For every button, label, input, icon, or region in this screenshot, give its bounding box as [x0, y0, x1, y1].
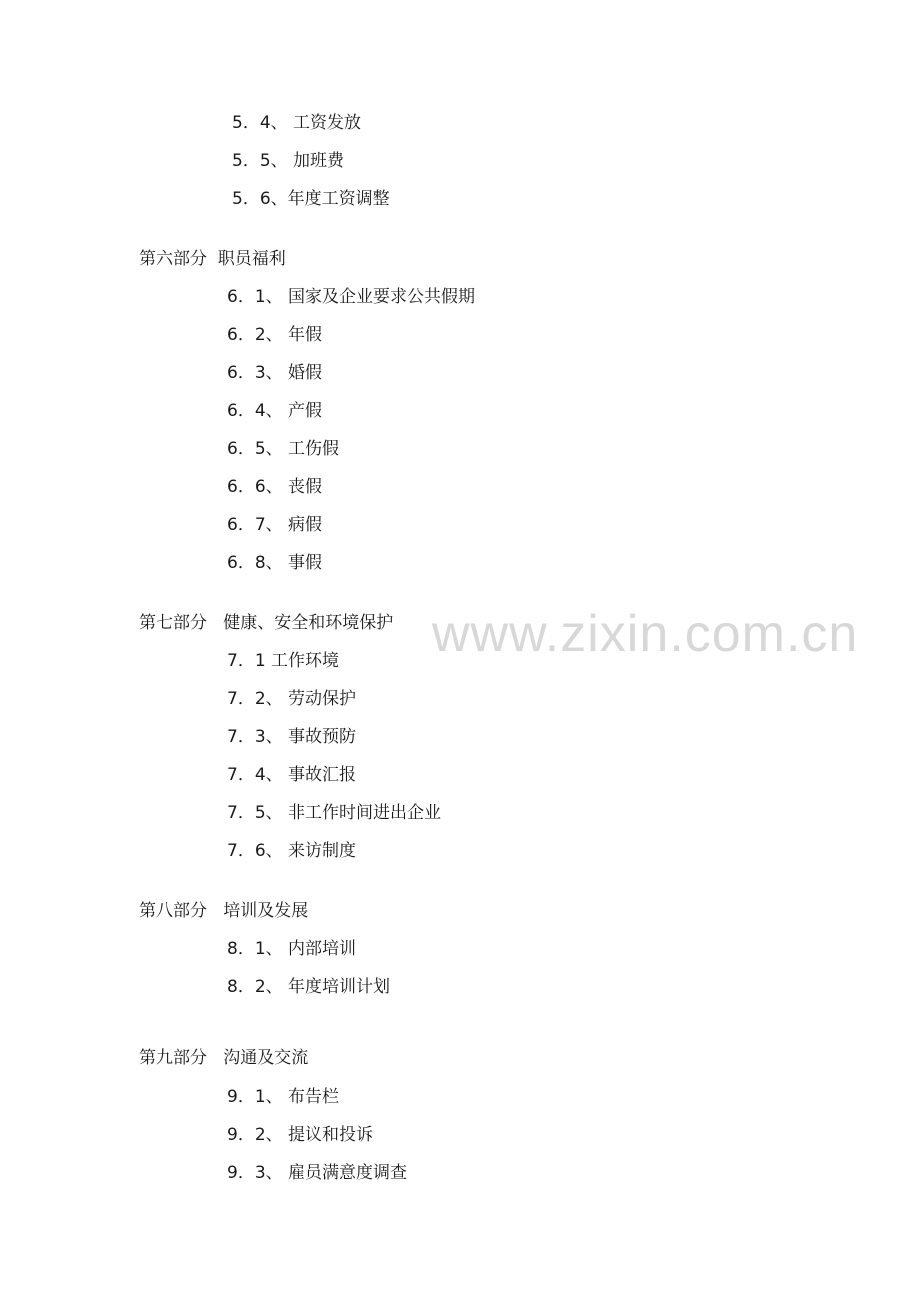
toc-item: 7．3、 事故预防	[227, 727, 357, 747]
toc-item: 9．2、 提议和投诉	[227, 1125, 374, 1145]
toc-item: 7．2、 劳动保护	[227, 689, 357, 709]
toc-item: 5．5、 加班费	[232, 151, 345, 171]
toc-item: 6．7、 病假	[227, 515, 323, 535]
toc-item: 7．5、 非工作时间进出企业	[227, 803, 442, 823]
section-heading: 第九部分 沟通及交流	[139, 1048, 309, 1068]
toc-item: 7．1 工作环境	[227, 651, 340, 671]
toc-item: 6．3、 婚假	[227, 363, 323, 383]
toc-item: 6．5、 工伤假	[227, 439, 340, 459]
section-heading: 第六部分 职员福利	[139, 249, 286, 269]
watermark: www.zixin.com.cn	[432, 605, 859, 663]
toc-item: 5．4、 工资发放	[232, 113, 362, 133]
toc-item: 9．1、 布告栏	[227, 1087, 340, 1107]
toc-item: 9．3、 雇员满意度调查	[227, 1163, 408, 1183]
section-heading: 第七部分 健康、安全和环境保护	[139, 613, 394, 633]
toc-item: 7．4、 事故汇报	[227, 765, 357, 785]
toc-item: 8．1、 内部培训	[227, 939, 357, 959]
toc-item: 8．2、 年度培训计划	[227, 977, 391, 997]
toc-item: 6．6、 丧假	[227, 477, 323, 497]
toc-item: 7．6、 来访制度	[227, 841, 357, 861]
toc-item: 6．4、 产假	[227, 401, 323, 421]
toc-item: 5．6、年度工资调整	[232, 189, 390, 209]
toc-item: 6．1、 国家及企业要求公共假期	[227, 287, 476, 307]
section-heading: 第八部分 培训及发展	[139, 901, 309, 921]
toc-item: 6．8、 事假	[227, 553, 323, 573]
toc-item: 6．2、 年假	[227, 325, 323, 345]
